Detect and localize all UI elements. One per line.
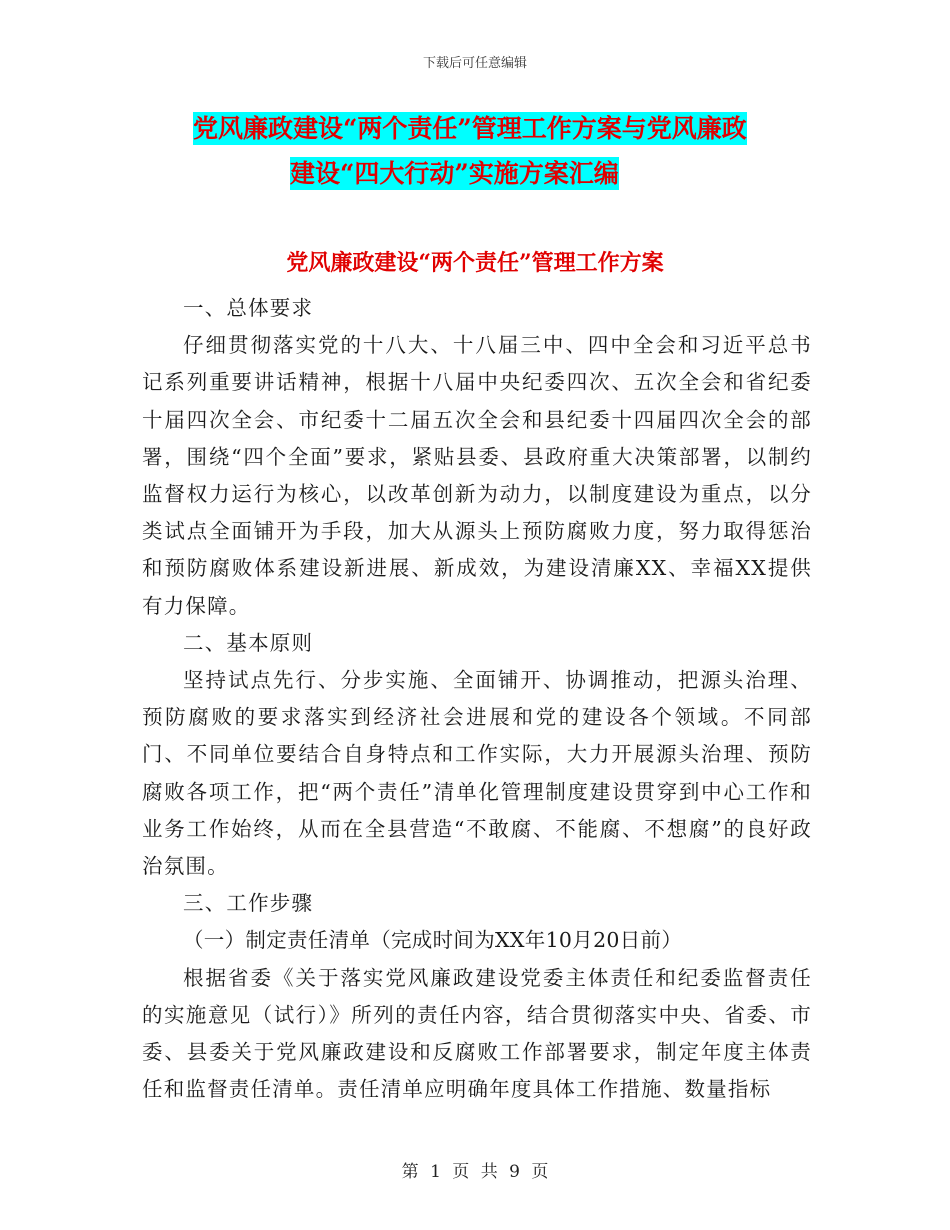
title-highlight: 建设“四大行动”实施方案汇编 bbox=[290, 159, 619, 188]
paragraph-overall-requirements: 仔细贯彻落实党的十八大、十八届三中、四中全会和习近平总书记系列重要讲话精神，根据十八届中央纪委四次、五次全会和省纪委十届四次全会、市纪委十二届五次全会和县纪委十四届四次全会的部署，围绕“四个全面”要求，紧贴县委、县政府重大决策部署，以制约监督权力运行为核心，以改革创新为动力，以制度建设为重点，以分类试点全面铺开为手段，加大从源头上预防腐败力度，努力取得惩治和预防腐败体系建设新进展、新成效，为建设清廉XX、幸福XX提供有力保障。 bbox=[142, 333, 812, 618]
header-note: 下载后可任意编辑 bbox=[422, 56, 527, 71]
paragraph-basic-principles: 坚持试点先行、分步实施、全面铺开、协调推动，把源头治理、预防腐败的要求落实到经济社会进展和党的建设各个领域。不同部门、不同单位要结合自身特点和工作实际，大力开展源头治理、预防腐败各项工作，把“两个责任”清单化管理制度建设贯穿到中心工作和业务工作始终，从而在全县营造“不敢腐、不能腐、不想腐”的良好政治氛围。 bbox=[142, 668, 812, 879]
heading-basic-principles: 二、基本原则 bbox=[183, 630, 314, 655]
page-number: 第 1 页 共 9 页 bbox=[401, 1162, 549, 1182]
document-body bbox=[142, 290, 812, 1108]
subheading-responsibility-list: （一）制定责任清单（完成时间为XX年10月20日前） bbox=[183, 928, 683, 953]
title-highlight: 党风廉政建设“两个责任”管理工作方案与党风廉政 bbox=[193, 114, 747, 143]
document-title-line-2 bbox=[290, 153, 950, 195]
heading-overall-requirements: 一、总体要求 bbox=[183, 296, 314, 320]
document-title-line-1 bbox=[193, 108, 873, 150]
paragraph-responsibility-list: 根据省委《关于落实党风廉政建设党委主体责任和纪委监督责任的实施意见（试行）》所列的责任内容，结合贯彻落实中央、省委、市委、县委关于党风廉政建设和反腐败工作部署要求，制定年度主体责任和监督责任清单。责任清单应明确年度具体工作措施、数量指标 bbox=[142, 965, 812, 1102]
section-title: 党风廉政建设“两个责任”管理工作方案 bbox=[286, 250, 664, 276]
heading-work-steps: 三、工作步骤 bbox=[183, 891, 314, 916]
